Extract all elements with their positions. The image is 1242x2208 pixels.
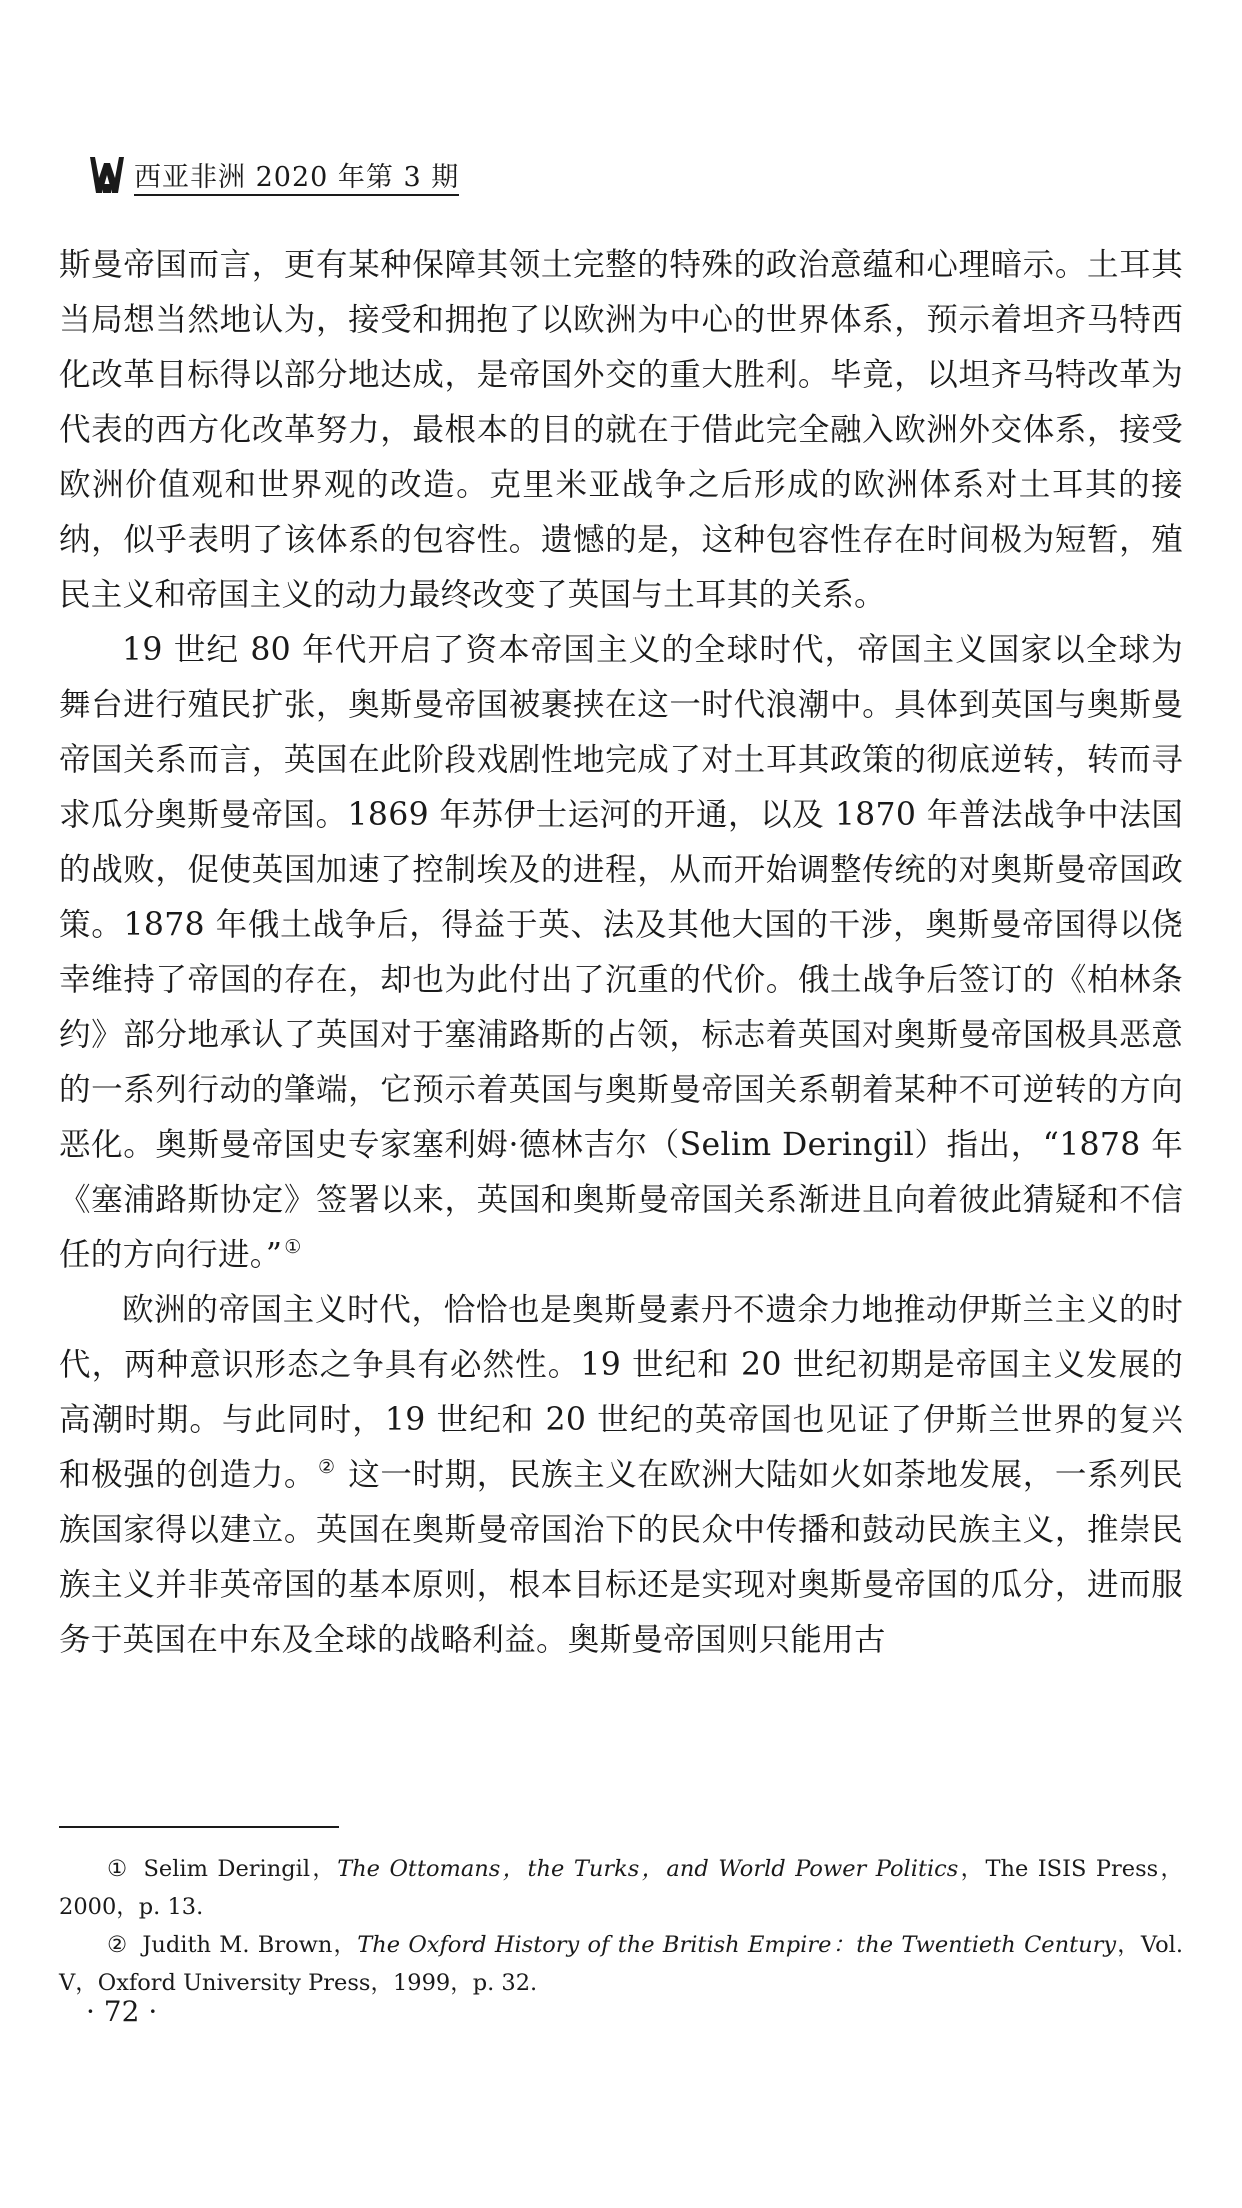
body-paragraph (59, 1283, 1183, 1668)
footnote-title: The Ottomans，the Turks，and World Power Politics (337, 1856, 959, 1882)
footnote-ref[interactable]: ② (317, 1456, 336, 1478)
footnote-publication: ，Vol. V，Oxford University Press，1999，p. 32. (59, 1932, 1183, 1996)
footnote-mark: ① (107, 1856, 130, 1882)
footnotes (59, 1850, 1183, 2002)
footnote-item (59, 1850, 1183, 1926)
body-paragraph (59, 623, 1183, 1283)
footnote-author: Selim Deringil， (143, 1856, 338, 1882)
footnote-separator (59, 1826, 339, 1828)
footnote-title: The Oxford History of the British Empire：the Twentieth Century (357, 1932, 1117, 1958)
journal-logo-icon (88, 154, 126, 196)
paragraph-text: 欧洲的帝国主义时代，恰恰也是奥斯曼素丹不遗余力地推动伊斯兰主义的时代，两种意识形态之争具有必然性。19 世纪和 20 世纪初期是帝国主义发展的高潮时期。与此同时，19 世纪和 20 世纪的英帝国也见证了伊斯兰世界的复兴和极强的创造力。 (59, 1292, 1183, 1493)
footnote-mark: ② (107, 1932, 129, 1958)
running-header (88, 152, 459, 196)
paragraph-text: 19 世纪 80 年代开启了资本帝国主义的全球时代，帝国主义国家以全球为舞台进行殖民扩张，奥斯曼帝国被裹挟在这一时代浪潮中。具体到英国与奥斯曼帝国关系而言，英国在此阶段戏剧性地完成了对土耳其政策的彻底逆转，转而寻求瓜分奥斯曼帝国。1869 年苏伊士运河的开通，以及 1870 年普法战争中法国的战败，促使英国加速了控制埃及的进程，从而开始调整传统的对奥斯曼帝国政策。1878 年俄土战争后，得益于英、法及其他大国的干涉，奥斯曼帝国得以侥幸维持了帝国的存在，却也为此付出了沉重的代价。俄土战争后签订的《柏林条约》部分地承认了英国对于塞浦路斯的占领，标志着英国对奥斯曼帝国极具恶意的一系列行动的肇端，它预示着英国与奥斯曼帝国关系朝着某种不可逆转的方向恶化。奥斯曼帝国史专家塞利姆·德林吉尔（Selim Deringil）指出，“1878 年《塞浦路斯协定》签署以来，英国和奥斯曼帝国关系渐进且向着彼此猜疑和不信任的方向行进。” (59, 632, 1183, 1273)
footnote-publication: ，The ISIS Press，2000，p. 13. (59, 1856, 1183, 1920)
body-paragraph: 斯曼帝国而言，更有某种保障其领土完整的特殊的政治意蕴和心理暗示。土耳其当局想当然地认为，接受和拥抱了以欧洲为中心的世界体系，预示着坦齐马特西化改革目标得以部分地达成，是帝国外交的重大胜利。毕竟，以坦齐马特改革为代表的西方化改革努力，最根本的目的就在于借此完全融入欧洲外交体系，接受欧洲价值观和世界观的改造。克里米亚战争之后形成的欧洲体系对土耳其的接纳，似乎表明了该体系的包容性。遗憾的是，这种包容性存在时间极为短暂，殖民主义和帝国主义的动力最终改变了英国与土耳其的关系。 (59, 247, 1183, 613)
footnote-item (59, 1926, 1183, 2002)
paragraph-text: 这一时期，民族主义在欧洲大陆如火如荼地发展，一系列民族国家得以建立。英国在奥斯曼帝国治下的民众中传播和鼓动民族主义，推崇民族主义并非英帝国的基本原则，根本目标还是实现对奥斯曼帝国的瓜分，进而服务于英国在中东及全球的战略利益。奥斯曼帝国则只能用古 (59, 1457, 1183, 1658)
header-title: 西亚非洲 2020 年第 3 期 (134, 164, 459, 196)
footnote-author: Judith M. Brown， (142, 1932, 358, 1958)
footnote-ref[interactable]: ① (284, 1236, 302, 1258)
page-number: · 72 · (86, 1995, 158, 2028)
article-body (59, 238, 1183, 1668)
